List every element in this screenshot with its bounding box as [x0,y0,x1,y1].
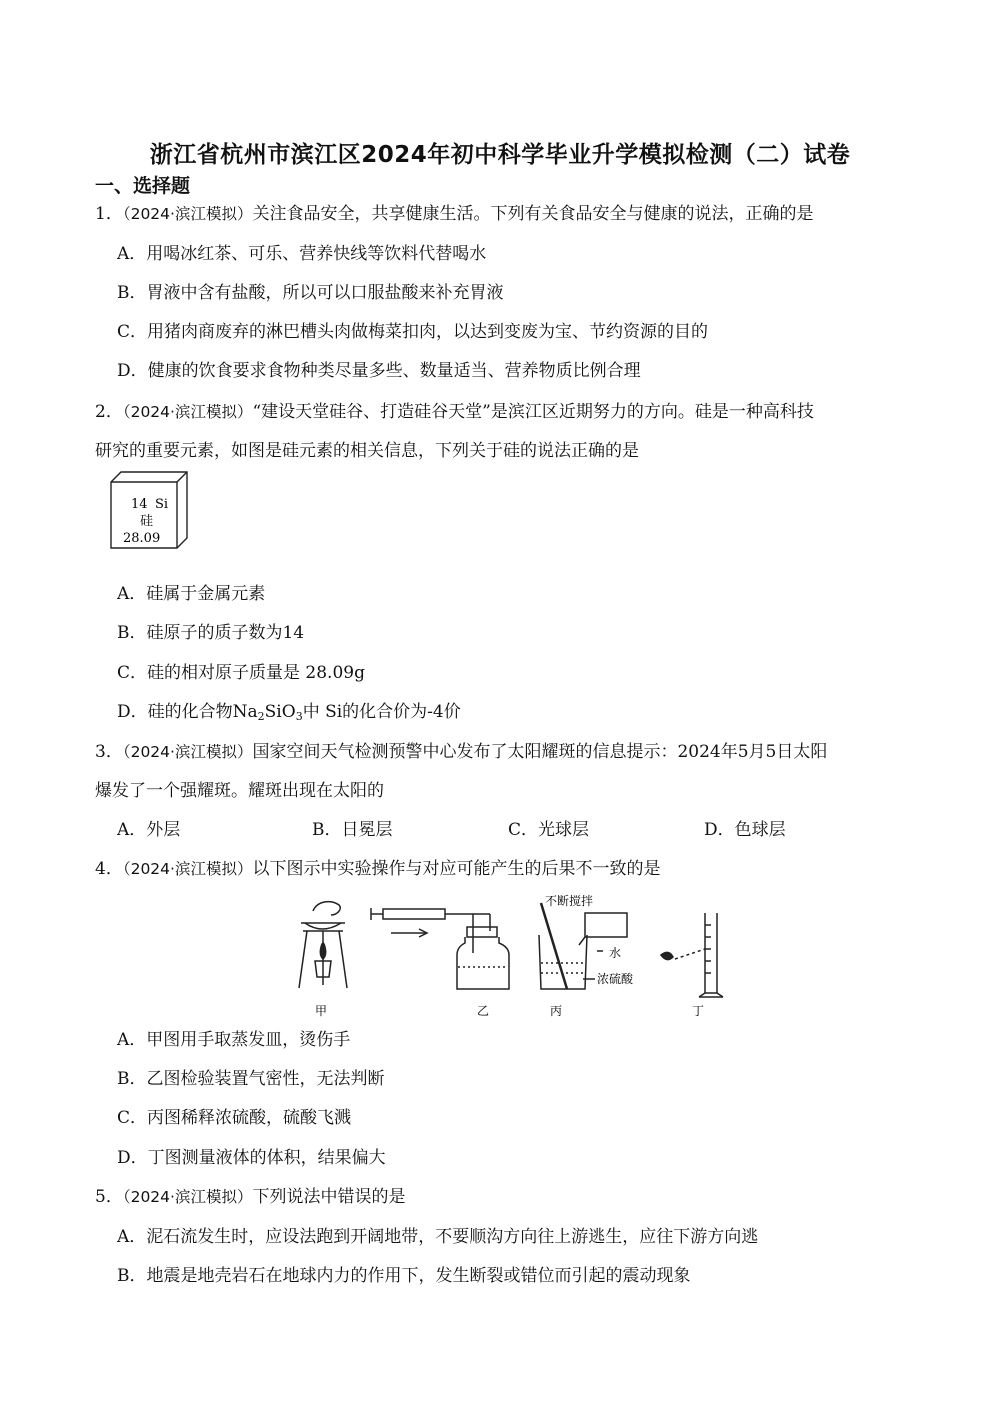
figure-label-yi: 乙 [477,1004,490,1018]
question-5-stem: 5．（2024·滨江模拟）下列说法中错误的是 [95,1187,406,1207]
lab-operations-figure [285,893,745,1023]
question-2-option-a: A．硅属于金属元素 [117,584,266,604]
question-1-option-b: B．胃液中含有盐酸，所以可以口服盐酸来补充胃液 [117,283,504,303]
silicon-element-card [109,470,189,550]
question-4-option-c: C．丙图稀释浓硫酸，硫酸飞溅 [117,1108,352,1128]
question-3-option-b: B．日冕层 [312,820,393,840]
figure-ding-cylinder [661,913,723,997]
figure-jia-tripod [299,902,347,988]
question-2-option-c: C．硅的相对原子质量是 28.09g [117,663,365,683]
figure-label-stir: 不断搅拌 [545,894,594,908]
question-3-option-d: D．色球层 [704,820,786,840]
figure-label-ding: 丁 [692,1004,705,1018]
question-2-stem: 2．（2024·滨江模拟）“建设天堂硅谷、打造硅谷天堂”是滨江区近期努力的方向。硅是一种高科技 [95,402,814,422]
page-title: 浙江省杭州市滨江区2024年初中科学毕业升学模拟检测（二）试卷 [149,142,851,168]
question-2-option-d: D．硅的化合物$Na_2SiO_3$中 Si的化合价为-4价 [117,702,461,723]
lab-figure-svg [285,893,745,1023]
question-3-option-c: C．光球层 [508,820,590,840]
question-4-option-d: D．丁图测量液体的体积，结果偏大 [117,1148,386,1168]
figure-label-acid: 浓硫酸 [597,972,634,986]
section-heading: 一、选择题 [95,175,191,197]
question-2-option-b: B．硅原子的质子数为14 [117,623,305,643]
question-5-option-b: B．地震是地壳岩石在地球内力的作用下，发生断裂或错位而引起的震动现象 [117,1266,691,1286]
element-card-outline [109,470,189,550]
question-1-option-c: C．用猪肉商废弃的淋巴槽头肉做梅菜扣肉，以达到变废为宝、节约资源的目的 [117,322,709,342]
figure-label-bing: 丙 [550,1004,563,1018]
element-mass: 28.09 [123,531,161,546]
figure-label-jia: 甲 [315,1004,328,1018]
element-symbol: Si [155,497,169,512]
figure-yi-airtight-test [371,908,509,989]
question-4-option-b: B．乙图检验装置气密性，无法判断 [117,1069,385,1089]
question-5-option-a: A．泥石流发生时，应设法跑到开阔地带，不要顺沟方向往上游逃生，应往下游方向逃 [117,1227,759,1247]
question-2-stem-line2: 研究的重要元素，如图是硅元素的相关信息，下列关于硅的说法正确的是 [95,441,639,461]
question-1-stem: 1．（2024·滨江模拟）关注食品安全，共享健康生活。下列有关食品安全与健康的说法，正确的是 [95,204,814,224]
question-3-stem-line2: 爆发了一个强耀斑。耀斑出现在太阳的 [95,781,384,801]
question-1-option-d: D．健康的饮食要求食物种类尽量多些、数量适当、营养物质比例合理 [117,361,641,381]
question-4-stem: 4．（2024·滨江模拟）以下图示中实验操作与对应可能产生的后果不一致的是 [95,859,661,879]
element-number: 14 [131,497,148,512]
question-3-stem: 3．（2024·滨江模拟）国家空间天气检测预警中心发布了太阳耀斑的信息提示：2024年5月5日太阳 [95,742,828,762]
question-4-option-a: A．甲图用手取蒸发皿，烫伤手 [117,1030,351,1050]
question-3-option-a: A．外层 [117,820,181,840]
question-1-option-a: A．用喝冰红茶、可乐、营养快线等饮料代替喝水 [117,244,487,264]
figure-label-water: 水 [609,946,622,960]
element-name: 硅 [140,514,154,529]
